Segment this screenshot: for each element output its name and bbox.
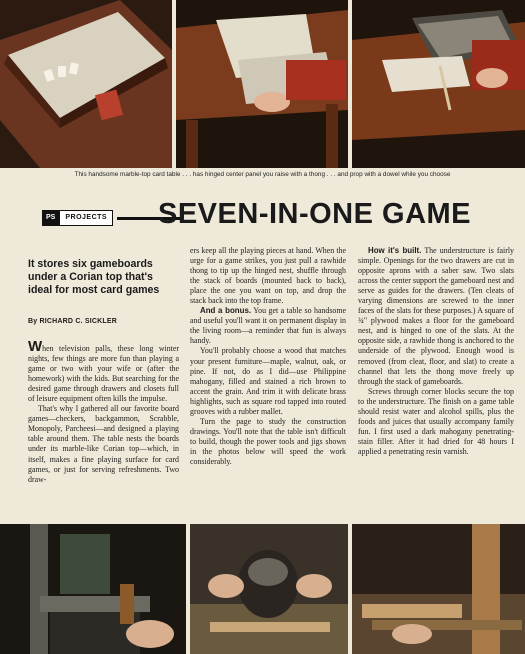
article-title: SEVEN-IN-ONE GAME — [158, 198, 472, 230]
paragraph: You'll probably choose a wood that matches your present furniture—maple, walnut, oak, or pine. If not, do as I did—use Philippine mahogany, filled and stained a rich brown to accent the grain. And trim it with delicate brass highlights, such as square rod tapped into routed grooves with a rubber mallet. — [190, 346, 346, 416]
photo-router — [190, 524, 348, 654]
photo-prop-dowel — [352, 0, 525, 168]
body-column-3 — [358, 246, 514, 457]
projects-label: PROJECTS — [59, 210, 113, 226]
body-column-2 — [190, 246, 346, 467]
paragraph: How it's built. The understructure is fairly simple. Openings for the two drawers are cut in opposite aprons with a saber saw. Two slats across the center support the gameboard nest and serve as guides for the drawers. (Ten cleats of varying dimensions are screwed to the inner faces of the slats for these purposes.) A square of ¾" plywood makes a floor for the gameboard nest, and is hinged to one of the slats. At the opposite side, a rawhide thong is anchored to the underside of the plywood. Enough wood is removed (from cleat, floor, and slat) to create a channel that lets the thong move freely up through the stack of gameboards. — [358, 246, 514, 386]
paragraph: Screws through corner blocks secure the top to the understructure. The finish on a game table should resist water and alcohol spills, plus the foods and juices that usually accompany family fun. I first used a dark mahogany penetrating-stain filler. After it had dried for 48 hours I applied a penetrating resin varnish. — [358, 386, 514, 456]
photo-clamp-jig — [352, 524, 525, 654]
subhead: How it's built. — [368, 246, 422, 255]
byline: By RICHARD C. SICKLER — [28, 318, 117, 325]
article-deck: It stores six gameboards under a Corian top that's ideal for most card games — [28, 258, 160, 296]
paragraph: When television palls, these long winter nights, few things are more fun than playing a game or two with your wife or (after the homework) with the kids. But searching for the desired game through drawers and closets full of leisure equipment often kills the impulse. — [28, 338, 179, 404]
paragraph: And a bonus. You get a table so handsome and useful you'll want it on permanent display in the living room—a reminder that fun is always handy. — [190, 306, 346, 346]
photo-card-table — [0, 0, 172, 168]
photo-drill-press — [0, 524, 186, 654]
subhead: And a bonus. — [200, 306, 252, 316]
paragraph: Turn the page to study the construction drawings. You'll note that the table isn't difficult to build, though the power tools and jigs shown in the photos below will speed the work considerably. — [190, 416, 346, 466]
paragraph: ers keep all the playing pieces at hand. When the urge for a game strikes, you just pull a rawhide thong to tip up the hinged nest, shuffle through the stack of boards (mounted back to back), place the one you want on top, and drop the stack back into the top frame. — [190, 246, 346, 306]
body-column-1 — [28, 338, 179, 485]
drop-cap: W — [28, 338, 43, 355]
photo-caption: This handsome marble-top card table . . . has hinged center panel you raise with a thong . . . and prop with a dowel while you choose — [74, 171, 451, 178]
paragraph: That's why I gathered all our favorite board games—checkers, backgammon, Scrabble, Monopoly, Parcheesi—and designed a playing table around them. The table nests the boards under its marble-like Corian top—which, in itself, makes a fine playing surface for card games, or just for serving refreshments. Two draw- — [28, 404, 179, 484]
photo-raise-panel — [176, 0, 348, 168]
ps-logo: PS — [42, 210, 59, 226]
